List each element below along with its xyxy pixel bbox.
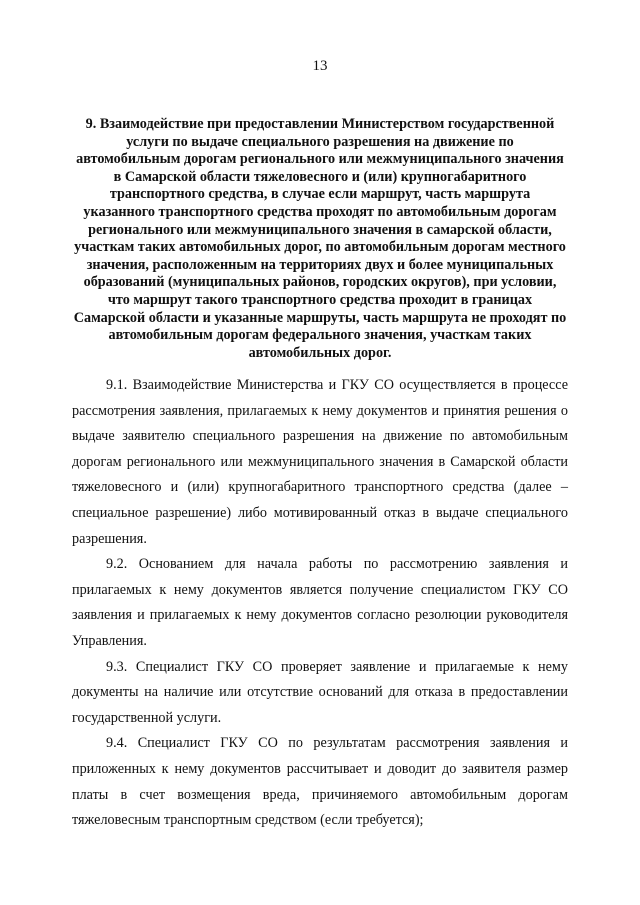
section-heading	[64, 116, 576, 362]
paragraph-9-3	[72, 655, 568, 732]
text-line: выдаче заявителю специального разрешения на движение по автомобильным	[72, 428, 568, 445]
heading-line: автомобильным дорогам федерального значения, участкам таких	[108, 327, 532, 344]
paragraph-9-4	[72, 731, 568, 833]
heading-line: автомобильным дорогам регионального или межмуниципального значения	[76, 151, 564, 168]
paragraph-9-2	[72, 552, 568, 654]
heading-line: 9. Взаимодействие при предоставлении Министерством государственной	[85, 116, 555, 132]
heading-line: образований (муниципальных районов, городских округов), при условии,	[83, 274, 557, 291]
text-line: документы на наличие или отсутствие оснований для отказа в предоставлении	[72, 684, 568, 701]
text-line: платы в счет возмещения вреда, причиняемого автомобильным дорогам	[72, 786, 568, 803]
text-line: дорогам регионального или межмуниципального значения в Самарской области	[72, 453, 568, 470]
text-line: приложенных к нему документов рассчитывает и доводит до заявителя размер	[72, 760, 568, 777]
text-line: прилагаемых к нему документов является получение специалистом ГКУ СО	[72, 581, 568, 598]
heading-line: что маршрут такого транспортного средства проходит в границах	[107, 291, 533, 308]
heading-line: указанного транспортного средства проходят по автомобильным дорогам	[83, 203, 557, 220]
text-line: тяжеловесного и (или) крупногабаритного транспортного средства (далее –	[72, 479, 568, 496]
page-number: 13	[312, 58, 328, 74]
heading-line: в Самарской области тяжеловесного и (или) крупногабаритного	[113, 168, 527, 185]
heading-line: регионального или межмуниципального значения в самарской области,	[88, 221, 552, 238]
text-line: 9.3. Специалист ГКУ СО проверяет заявление и прилагаемые к нему	[106, 658, 568, 675]
heading-line: автомобильных дорог.	[248, 344, 392, 361]
text-line: государственной услуги.	[72, 709, 222, 726]
text-line: 9.1. Взаимодействие Министерства и ГКУ СО осуществляется в процессе	[106, 377, 568, 393]
text-line: 9.4. Специалист ГКУ СО по результатам рассмотрения заявления и	[106, 735, 568, 752]
text-line: специальное разрешение) либо мотивированный отказ в выдаче специального	[72, 504, 568, 521]
text-line: заявления и прилагаемых к нему документов согласно резолюции руководителя	[72, 607, 568, 624]
document-body	[72, 373, 568, 834]
heading-line: участкам таких автомобильных дорог, по автомобильным дорогам местного	[74, 239, 566, 256]
text-line: разрешения.	[72, 530, 147, 547]
paragraph-9-1	[72, 373, 568, 552]
text-line: рассмотрения заявления, прилагаемых к нему документов и принятия решения о	[72, 402, 568, 419]
text-line: 9.2. Основанием для начала работы по рассмотрению заявления и	[106, 556, 568, 573]
heading-line: Самарской области и указанные маршруты, часть маршрута не проходят по	[73, 309, 567, 326]
heading-line: транспортного средства, в случае если маршрут, часть маршрута	[109, 186, 531, 203]
heading-line: значения, расположенным на территориях двух и более муниципальных	[86, 256, 554, 273]
heading-line: услуги по выдаче специального разрешения на движение по	[126, 133, 514, 150]
text-line: тяжеловесным транспортным средством (если требуется);	[72, 812, 424, 829]
text-line: Управления.	[72, 632, 147, 649]
